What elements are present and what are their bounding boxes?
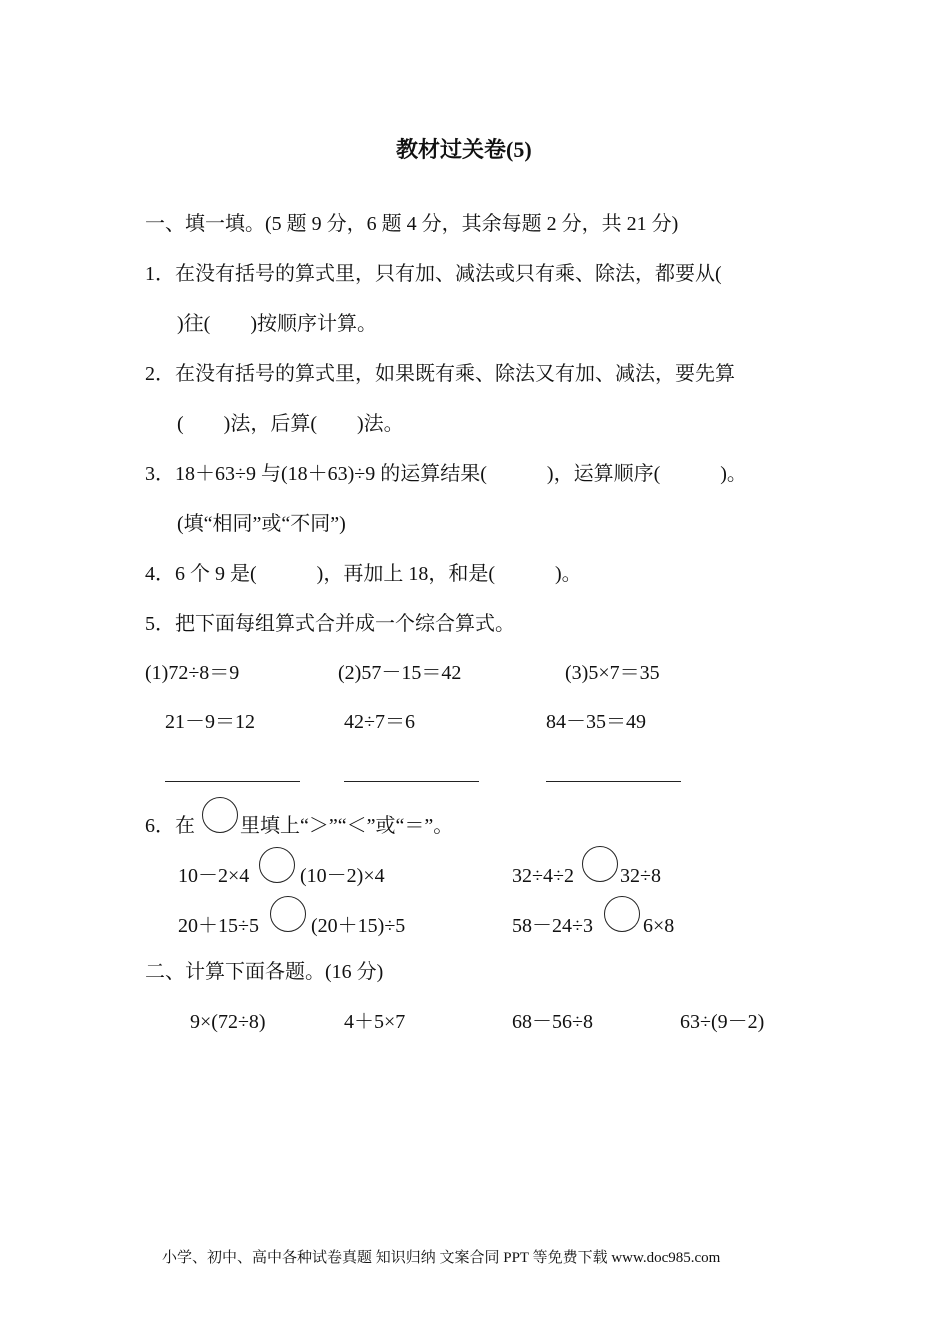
q5-group-2-eq-1: (2)57－15＝42 [338,662,462,684]
calc-item-3: 68－56÷8 [512,1011,593,1033]
question-3-line-2: (填“相同”或“不同”) [177,513,346,535]
calc-item-1: 9×(72÷8) [190,1011,266,1033]
question-4: 4．6 个 9 是( )，再加上 18，和是( )。 [145,563,582,585]
question-5: 5．把下面每组算式合并成一个综合算式。 [145,613,515,635]
question-1-line-2: )往( )按顺序计算。 [177,313,377,335]
q5-group-3-eq-2: 84－35＝49 [546,711,646,733]
section-2-heading: 二、计算下面各题。(16 分) [145,961,384,983]
q5-group-1-eq-1: (1)72÷8＝9 [145,662,240,684]
compare-circle-2[interactable] [582,846,618,882]
compare-circle-4[interactable] [604,896,640,932]
question-2-line-2: ( )法，后算( )法。 [177,413,404,435]
circle-icon [202,797,238,833]
q5-group-3-eq-1: (3)5×7＝35 [565,662,660,684]
calc-item-2: 4＋5×7 [344,1011,406,1033]
answer-line-1[interactable] [165,781,300,782]
calc-item-4: 63÷(9－2) [680,1011,765,1033]
compare-circle-1[interactable] [259,847,295,883]
q6-item-1-right: (10－2)×4 [300,865,385,887]
q6-item-2-right: 32÷8 [620,865,661,887]
question-1-line-1: 1．在没有括号的算式里，只有加、减法或只有乘、除法，都要从( [145,263,722,285]
q6-item-4-right: 6×8 [643,915,675,937]
q6-item-1-left: 10－2×4 [178,865,250,887]
footer-text: 小学、初中、高中各种试卷真题 知识归纳 文案合同 PPT 等免费下载 www.doc985.com [162,1250,721,1266]
question-6-prefix: 6．在 [145,815,195,837]
answer-line-2[interactable] [344,781,479,782]
q6-item-2-left: 32÷4÷2 [512,865,574,887]
page-title: 教材过关卷(5) [396,137,532,162]
q5-group-1-eq-2: 21－9＝12 [165,711,255,733]
q6-item-3-left: 20＋15÷5 [178,915,259,937]
q6-item-3-right: (20＋15)÷5 [311,915,406,937]
section-1-heading: 一、填一填。(5 题 9 分，6 题 4 分，其余每题 2 分，共 21 分) [145,213,679,235]
answer-line-3[interactable] [546,781,681,782]
q5-group-2-eq-2: 42÷7＝6 [344,711,415,733]
question-3-line-1: 3．18＋63÷9 与(18＋63)÷9 的运算结果( )，运算顺序( )。 [145,463,747,485]
q6-item-4-left: 58－24÷3 [512,915,593,937]
question-2-line-1: 2．在没有括号的算式里，如果既有乘、除法又有加、减法，要先算 [145,363,735,385]
question-6-suffix: 里填上“＞”“＜”或“＝”。 [240,815,454,837]
compare-circle-3[interactable] [270,896,306,932]
